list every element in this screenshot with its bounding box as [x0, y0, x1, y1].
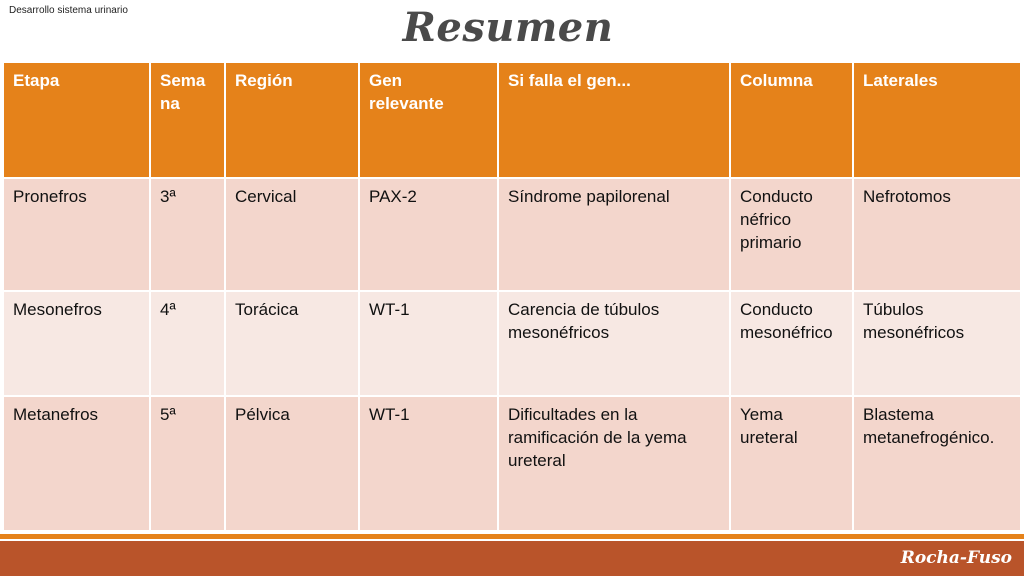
cell-gen: PAX-2: [359, 178, 498, 291]
cell-gen: WT-1: [359, 291, 498, 396]
table-row: [3, 396, 1021, 531]
column-header-etapa: Etapa: [3, 62, 150, 178]
page-title: Resumen: [402, 4, 614, 51]
column-header-region: Región: [225, 62, 359, 178]
cell-si-falla: Síndrome papilorenal: [498, 178, 730, 291]
footer-band: [0, 541, 1024, 576]
table-row: [3, 178, 1021, 291]
table-header-row: [3, 62, 1021, 178]
column-header-si-falla: Si falla el gen...: [498, 62, 730, 178]
cell-semana: 4ª: [150, 291, 225, 396]
cell-si-falla: Carencia de túbulos mesonéfricos: [498, 291, 730, 396]
cell-semana: 5ª: [150, 396, 225, 531]
header-note: Desarrollo sistema urinario: [9, 5, 128, 16]
cell-laterales: Túbulos mesonéfricos: [853, 291, 1021, 396]
cell-etapa: Metanefros: [3, 396, 150, 531]
cell-region: Cervical: [225, 178, 359, 291]
cell-columna: Yema ureteral: [730, 396, 853, 531]
cell-gen: WT-1: [359, 396, 498, 531]
column-header-gen-relevante: [359, 62, 498, 178]
cell-etapa: Mesonefros: [3, 291, 150, 396]
cell-laterales: Blastema metanefrogénico.: [853, 396, 1021, 531]
cell-region: Pélvica: [225, 396, 359, 531]
cell-region: Torácica: [225, 291, 359, 396]
table-row: [3, 291, 1021, 396]
column-header-semana-label: Sema na: [160, 71, 206, 113]
footer-brand: Rocha-Fuso: [900, 548, 1012, 568]
cell-etapa: Pronefros: [3, 178, 150, 291]
column-header-laterales: Laterales: [853, 62, 1021, 178]
cell-laterales: Nefrotomos: [853, 178, 1021, 291]
summary-table: [2, 61, 1022, 532]
column-header-semana: [150, 62, 225, 178]
cell-semana: 3ª: [150, 178, 225, 291]
cell-columna: Conducto mesonéfrico: [730, 291, 853, 396]
cell-columna: Conducto néfrico primario: [730, 178, 853, 291]
column-header-gen-label: Gen relevante: [369, 71, 444, 113]
cell-si-falla: Dificultades en la ramificación de la yema ureteral: [498, 396, 730, 531]
column-header-columna: Columna: [730, 62, 853, 178]
footer-accent-stripe: [0, 534, 1024, 539]
